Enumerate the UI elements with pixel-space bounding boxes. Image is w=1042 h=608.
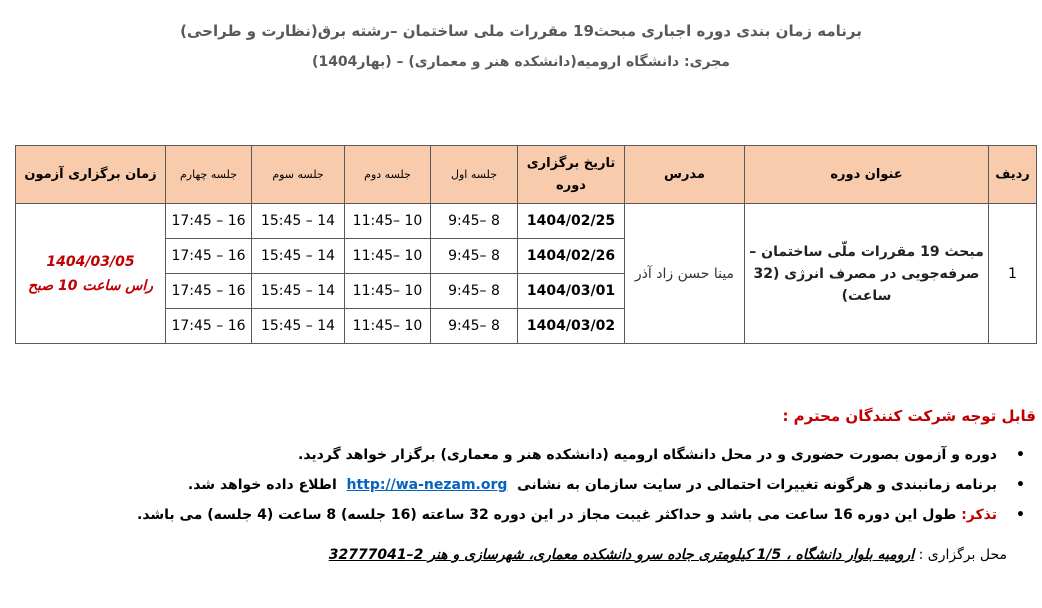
venue-line bbox=[329, 547, 1007, 563]
col-header-exam: زمان برگزاری آزمون bbox=[16, 146, 166, 204]
col-header-session-3: جلسه سوم bbox=[252, 146, 345, 204]
note-text: برنامه زمانبندی و هرگونه تغییرات احتمالی در سایت سازمان به نشانی bbox=[517, 477, 997, 493]
session-4-cell: 16 – 17:45 bbox=[166, 274, 252, 309]
col-header-session-4: جلسه چهارم bbox=[166, 146, 252, 204]
bullet-icon: • bbox=[1016, 507, 1025, 523]
col-header-session-2: جلسه دوم bbox=[345, 146, 431, 204]
document-subtitle: مجری: دانشگاه ارومیه(دانشکده هنر و معماری) – (بهار1404) bbox=[312, 54, 730, 70]
session-3-cell: 14 – 15:45 bbox=[252, 239, 345, 274]
notes-list bbox=[77, 440, 1025, 530]
note-item-website bbox=[77, 470, 1025, 500]
session-2-cell: 10 –11:45 bbox=[345, 204, 431, 239]
session-1-cell: 8 –9:45 bbox=[431, 274, 518, 309]
session-2-cell: 10 –11:45 bbox=[345, 239, 431, 274]
session-1-cell: 8 –9:45 bbox=[431, 239, 518, 274]
date-cell: 1404/02/26 bbox=[518, 239, 625, 274]
col-header-date: تاریخ برگزاری دوره bbox=[518, 146, 625, 204]
session-4-cell: 16 – 17:45 bbox=[166, 204, 252, 239]
session-2-cell: 10 –11:45 bbox=[345, 274, 431, 309]
course-title-cell: مبحث 19 مقررات ملّی ساختمان – صرفه‌جویی در مصرف انرژی (32 ساعت) bbox=[745, 204, 989, 344]
notes-title: قابل توجه شرکت کنندگان محترم : bbox=[782, 407, 1036, 425]
session-4-cell: 16 – 17:45 bbox=[166, 239, 252, 274]
exam-time-cell: 1404/03/05 راس ساعت 10 صبح bbox=[16, 204, 166, 344]
col-header-row-number: ردیف bbox=[989, 146, 1037, 204]
row-number-cell: 1 bbox=[989, 204, 1037, 344]
session-4-cell: 16 – 17:45 bbox=[166, 309, 252, 344]
date-cell: 1404/03/02 bbox=[518, 309, 625, 344]
website-link[interactable]: http://wa-nezam.org bbox=[346, 477, 508, 493]
reminder-label: تذکر: bbox=[961, 507, 997, 523]
table-row bbox=[16, 204, 1037, 239]
session-1-cell: 8 –9:45 bbox=[431, 309, 518, 344]
note-text: طول این دوره 16 ساعت می باشد و حداکثر غیبت مجاز در این دوره 32 ساعته (16 جلسه) 8 ساعت (4 جلسه) می باشد. bbox=[137, 507, 957, 523]
bullet-icon: • bbox=[1016, 477, 1025, 493]
bullet-icon: • bbox=[1016, 447, 1025, 463]
date-cell: 1404/03/01 bbox=[518, 274, 625, 309]
note-text: اطلاع داده خواهد شد. bbox=[187, 477, 337, 493]
table-header-row bbox=[16, 146, 1037, 204]
session-3-cell: 14 – 15:45 bbox=[252, 204, 345, 239]
col-header-teacher: مدرس bbox=[625, 146, 745, 204]
venue-address: ارومیه بلوار دانشگاه ، 1/5 کیلومتری جاده سرو دانشکده معماری، شهرسازی و هنر 2–32777041 bbox=[328, 547, 915, 563]
note-text: دوره و آزمون بصورت حضوری و در محل دانشگاه ارومیه (دانشکده هنر و معماری) برگزار خواهد گردید. bbox=[298, 447, 997, 463]
session-3-cell: 14 – 15:45 bbox=[252, 309, 345, 344]
schedule-table bbox=[15, 145, 1037, 344]
teacher-cell: مینا حسن زاد آذر bbox=[625, 204, 745, 344]
session-1-cell: 8 –9:45 bbox=[431, 204, 518, 239]
session-2-cell: 10 –11:45 bbox=[345, 309, 431, 344]
document-title: برنامه زمان بندی دوره اجباری مبحث19 مقررات ملی ساختمان –رشته برق(نظارت و طراحی) bbox=[180, 22, 862, 40]
note-item-venue bbox=[77, 440, 1025, 470]
col-header-session-1: جلسه اول bbox=[431, 146, 518, 204]
venue-label: محل برگزاری : bbox=[918, 547, 1007, 563]
date-cell: 1404/02/25 bbox=[518, 204, 625, 239]
col-header-course: عنوان دوره bbox=[745, 146, 989, 204]
session-3-cell: 14 – 15:45 bbox=[252, 274, 345, 309]
note-item-reminder bbox=[77, 500, 1025, 530]
